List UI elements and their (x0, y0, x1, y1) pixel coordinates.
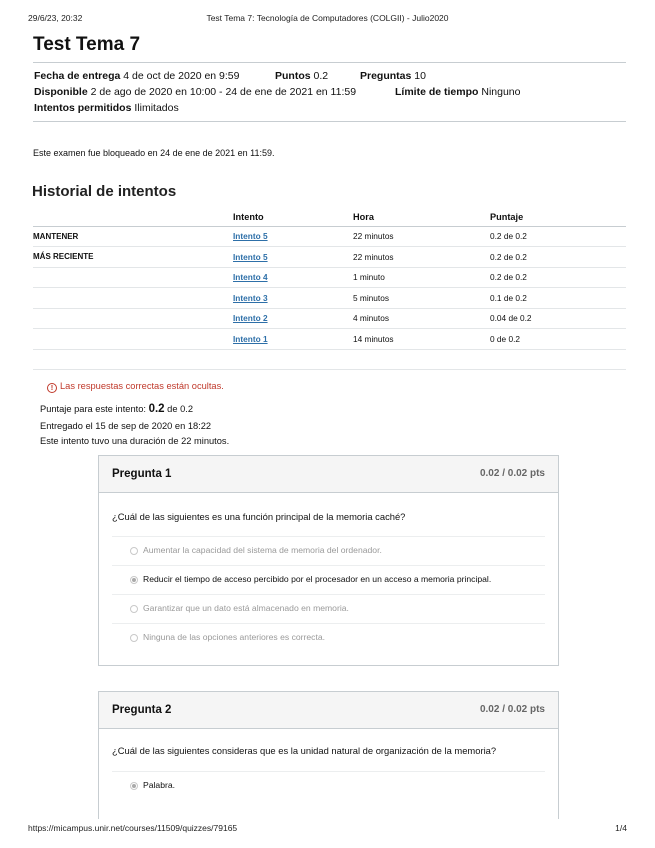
answer-option[interactable] (112, 565, 545, 594)
row-label: MANTENER (33, 226, 233, 247)
attempt-score: 0.1 de 0.2 (490, 288, 626, 309)
radio-button[interactable] (130, 547, 138, 555)
attempt-score: 0.04 de 0.2 (490, 308, 626, 329)
answer-text: Aumentar la capacidad del sistema de memoria del ordenador. (143, 545, 382, 555)
answers-hidden-notice (47, 381, 224, 393)
question-title: Pregunta 2 (112, 704, 172, 716)
attempt-link[interactable]: Intento 5 (233, 251, 268, 262)
attempt-link[interactable]: Intento 5 (233, 231, 268, 242)
radio-button-selected[interactable] (130, 782, 138, 790)
question-card (98, 455, 559, 666)
column-header-score: Puntaje (490, 208, 626, 226)
answers-hidden-text: Las respuestas correctas están ocultas. (60, 381, 224, 391)
answer-text: Garantizar que un dato está almacenado en memoria. (143, 603, 349, 613)
column-header-time: Hora (353, 208, 490, 226)
attempt-score: 0.2 de 0.2 (490, 267, 626, 288)
question-card (98, 691, 559, 819)
row-label (33, 308, 233, 329)
print-date: 29/6/23, 20:32 (28, 13, 83, 23)
question-text: ¿Cuál de las siguientes es una función principal de la memoria caché? (112, 511, 406, 522)
table-header-row (33, 208, 626, 226)
page-url: https://micampus.unir.net/courses/11509/quizzes/79165 (28, 823, 238, 833)
row-label (33, 267, 233, 288)
attempt-link[interactable]: Intento 4 (233, 272, 268, 283)
attempt-link[interactable]: Intento 1 (233, 333, 268, 344)
divider (33, 121, 626, 122)
question-header (99, 692, 558, 729)
attempt-link[interactable]: Intento 2 (233, 313, 268, 324)
attempt-time: 1 minuto (353, 267, 490, 288)
time-limit-label: Límite de tiempo (395, 86, 479, 98)
available-value: 2 de ago de 2020 en 10:00 - 24 de ene de 2021 en 11:59 (90, 86, 357, 98)
attempt-time: 5 minutos (353, 288, 490, 309)
page-number: 1/4 (615, 823, 627, 833)
available-label: Disponible (34, 86, 88, 98)
warning-icon: ! (47, 383, 57, 393)
attempt-score: 0.2 de 0.2 (490, 226, 626, 247)
attempt-score: 0.2 de 0.2 (490, 247, 626, 268)
table-row (33, 226, 626, 247)
attempt-link[interactable]: Intento 3 (233, 292, 268, 303)
answer-option[interactable] (112, 771, 545, 800)
score-value: 0.2 (148, 403, 165, 415)
answer-option[interactable] (112, 594, 545, 623)
question-title: Pregunta 1 (112, 468, 172, 480)
row-label: MÁS RECIENTE (33, 247, 233, 268)
time-limit-value: Ninguno (481, 86, 521, 98)
column-header (33, 208, 233, 226)
answer-text: Reducir el tiempo de acceso percibido por el procesador en un acceso a memoria principal. (143, 574, 492, 584)
print-header (28, 13, 627, 25)
column-header-attempt: Intento (233, 208, 353, 226)
score-summary (40, 403, 193, 415)
question-text: ¿Cuál de las siguientes consideras que es la unidad natural de organización de la memoria? (112, 745, 497, 756)
locked-message: Este examen fue bloqueado en 24 de ene de 2021 en 11:59. (33, 148, 275, 158)
radio-button[interactable] (130, 634, 138, 642)
attempt-score: 0 de 0.2 (490, 329, 626, 350)
table-row (33, 267, 626, 288)
answer-text: Palabra. (143, 780, 176, 790)
row-label (33, 329, 233, 350)
table-row (33, 329, 626, 350)
divider (33, 62, 626, 63)
submitted-date: Entregado el 15 de sep de 2020 en 18:22 (40, 421, 212, 431)
attempt-history-table (33, 208, 626, 370)
attempt-time: 22 minutos (353, 226, 490, 247)
points-value: 0.2 (313, 70, 329, 82)
questions-label: Preguntas (360, 70, 412, 82)
question-points: 0.02 / 0.02 pts (479, 704, 545, 715)
score-prefix: Puntaje para este intento: (40, 404, 146, 414)
questions-value: 10 (414, 70, 426, 82)
table-row (33, 247, 626, 268)
attempt-time: 22 minutos (353, 247, 490, 268)
print-document-title: Test Tema 7: Tecnología de Computadores (COLGII) - Julio2020 (206, 13, 449, 23)
attempt-time: 14 minutos (353, 329, 490, 350)
score-suffix: de 0.2 (167, 404, 194, 414)
row-label (33, 288, 233, 309)
attempts-label: Intentos permitidos (34, 102, 132, 114)
attempt-time: 4 minutos (353, 308, 490, 329)
table-row (33, 308, 626, 329)
question-header (99, 456, 558, 493)
question-points: 0.02 / 0.02 pts (479, 468, 545, 479)
answer-text: Ninguna de las opciones anteriores es correcta. (143, 632, 326, 642)
points-label: Puntos (275, 70, 311, 82)
radio-button[interactable] (130, 605, 138, 613)
table-row (33, 288, 626, 309)
attempt-history-title: Historial de intentos (32, 183, 177, 200)
due-label: Fecha de entrega (34, 70, 121, 82)
answer-option[interactable] (112, 623, 545, 652)
table-row-empty (33, 349, 626, 370)
due-value: 4 de oct de 2020 en 9:59 (123, 70, 240, 82)
radio-button-selected[interactable] (130, 576, 138, 584)
answer-option[interactable] (112, 536, 545, 565)
attempt-duration: Este intento tuvo una duración de 22 minutos. (40, 436, 230, 446)
page-title: Test Tema 7 (33, 34, 141, 55)
attempts-value: Ilimitados (134, 102, 179, 114)
